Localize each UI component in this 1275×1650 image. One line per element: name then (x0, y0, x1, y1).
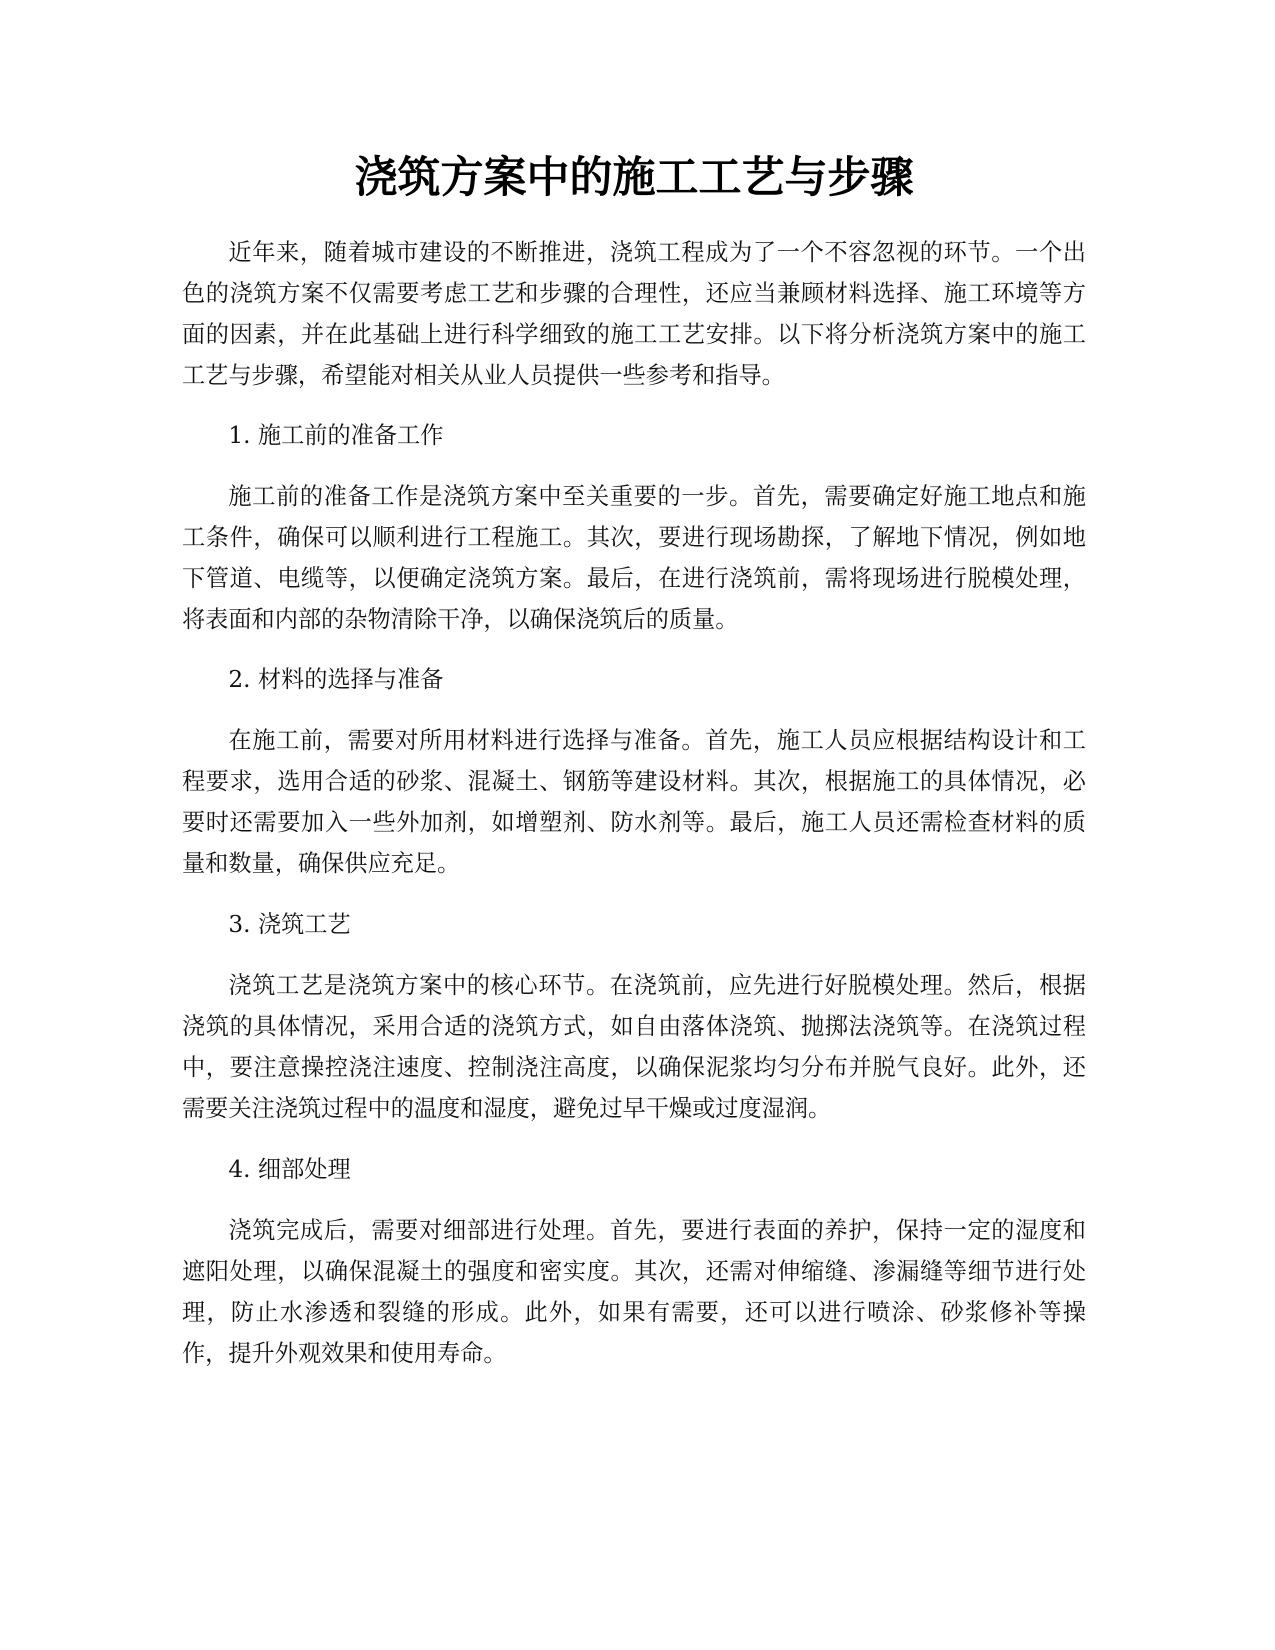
section-paragraph-4: 浇筑完成后，需要对细部进行处理。首先，要进行表面的养护，保持一定的湿度和遮阳处理，以确保混凝土的强度和密实度。其次，还需对伸缩缝、渗漏缝等细节进行处理，防止水渗透和裂缝的形成。此外，如果有需要，还可以进行喷涂、砂浆修补等操作，提升外观效果和使用寿命。 (182, 1217, 1086, 1367)
page-title: 浇筑方案中的施工工艺与步骤 (354, 153, 914, 203)
section-heading-4: 4. 细部处理 (228, 1156, 351, 1183)
section-heading-2: 2. 材料的选择与准备 (228, 666, 444, 693)
section-paragraph-1: 施工前的准备工作是浇筑方案中至关重要的一步。首先，需要确定好施工地点和施工条件，确保可以顺利进行工程施工。其次，要进行现场勘探，了解地下情况，例如地下管道、电缆等，以便确定浇筑方案。最后，在进行浇筑前，需将现场进行脱模处理，将表面和内部的杂物清除干净，以确保浇筑后的质量。 (182, 483, 1086, 633)
section-paragraph-3: 浇筑工艺是浇筑方案中的核心环节。在浇筑前，应先进行好脱模处理。然后，根据浇筑的具体情况，采用合适的浇筑方式，如自由落体浇筑、抛掷法浇筑等。在浇筑过程中，要注意操控浇注速度、控制浇注高度，以确保泥浆均匀分布并脱气良好。此外，还需要关注浇筑过程中的温度和湿度，避免过早干燥或过度湿润。 (182, 972, 1086, 1122)
section-paragraph-2: 在施工前，需要对所用材料进行选择与准备。首先，施工人员应根据结构设计和工程要求，选用合适的砂浆、混凝土、钢筋等建设材料。其次，根据施工的具体情况，必要时还需要加入一些外加剂，如增塑剂、防水剂等。最后，施工人员还需检查材料的质量和数量，确保供应充足。 (182, 727, 1086, 877)
section-heading-3: 3. 浇筑工艺 (228, 911, 351, 938)
section-heading-1: 1. 施工前的准备工作 (228, 422, 444, 449)
intro-paragraph: 近年来，随着城市建设的不断推进，浇筑工程成为了一个不容忽视的环节。一个出色的浇筑方案不仅需要考虑工艺和步骤的合理性，还应当兼顾材料选择、施工环境等方面的因素，并在此基础上进行科学细致的施工工艺安排。以下将分析浇筑方案中的施工工艺与步骤，希望能对相关从业人员提供一些参考和指导。 (182, 239, 1086, 389)
